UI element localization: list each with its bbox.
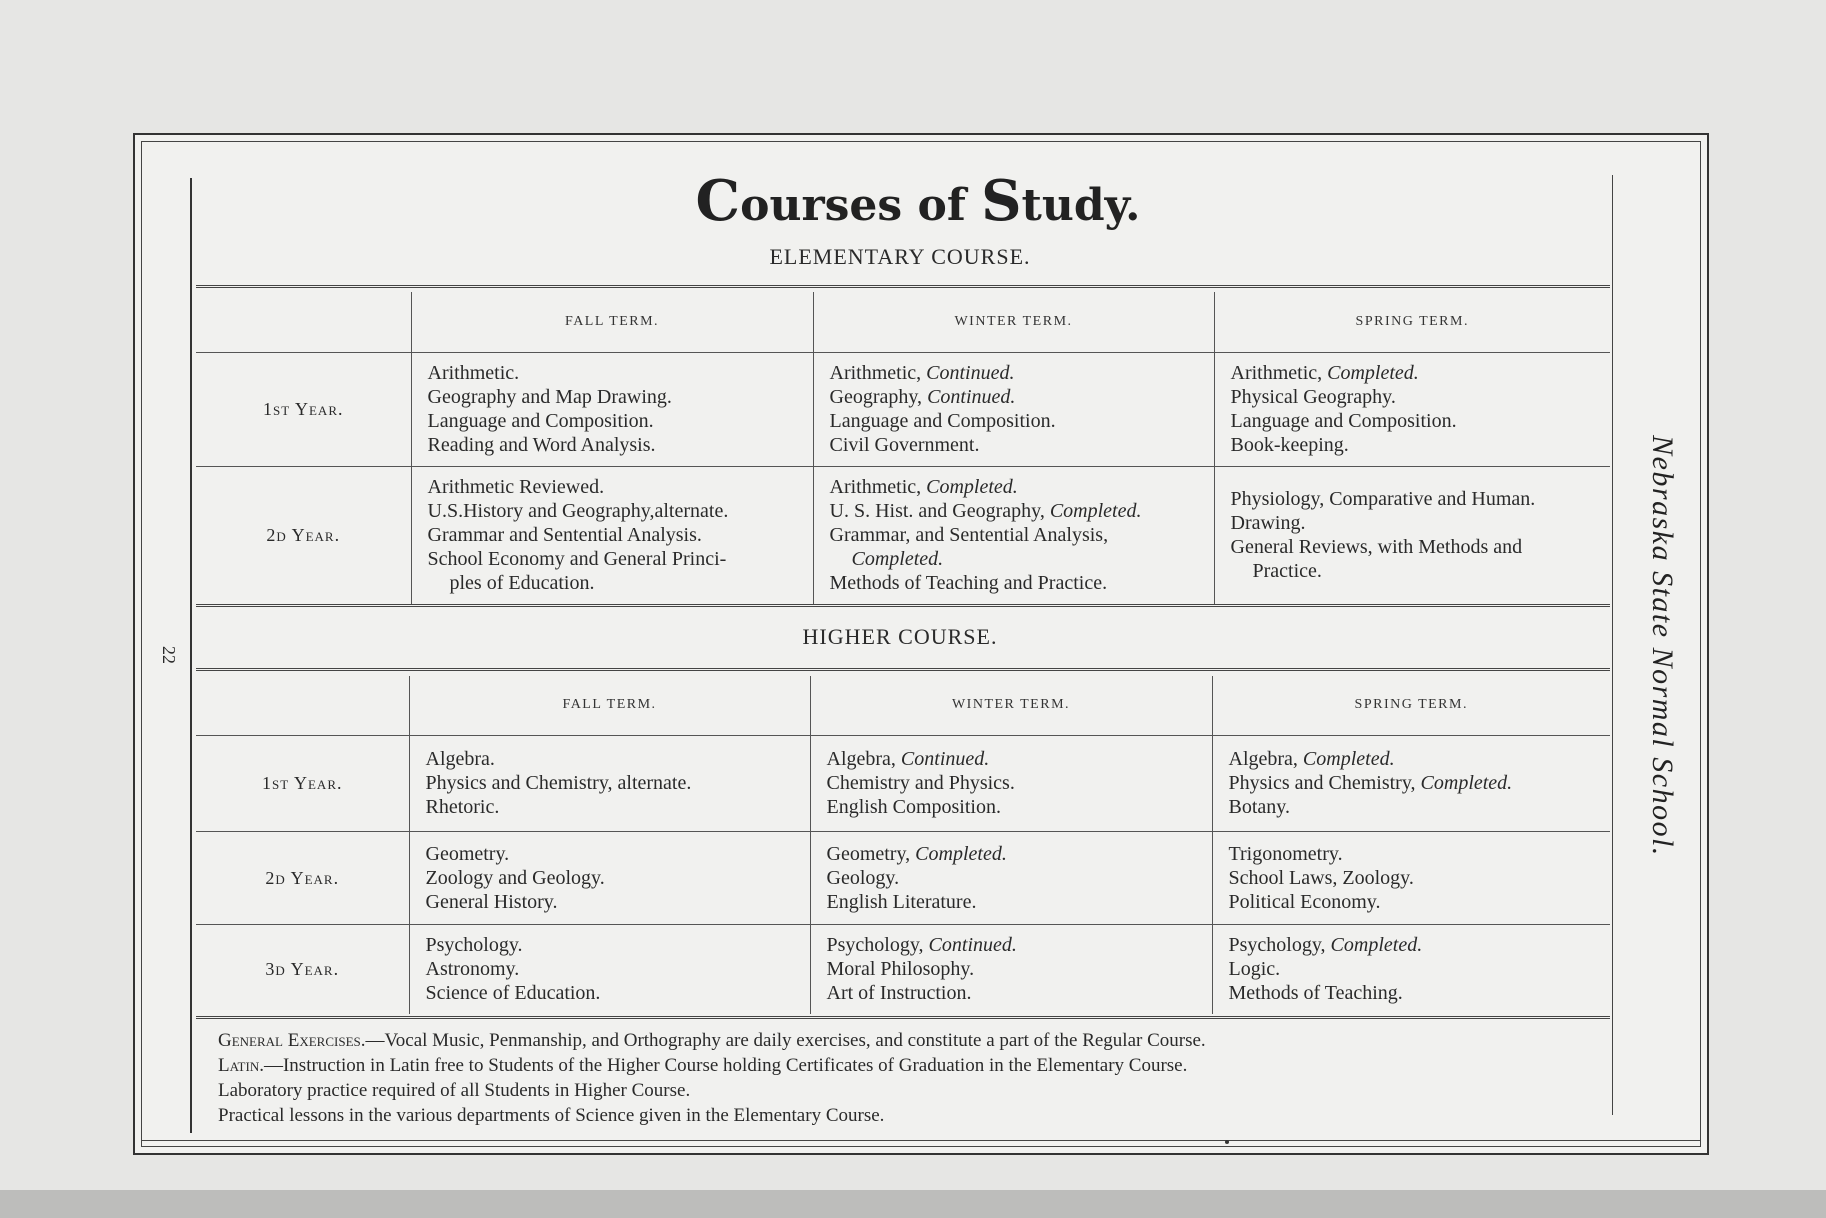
course-entry: Geometry. bbox=[425, 842, 510, 865]
course-entry: U. S. Hist. and Geography, Completed. bbox=[829, 500, 1142, 523]
fall-term-cell bbox=[411, 466, 813, 604]
note-laboratory: Laboratory practice required of all Students in Higher Course. bbox=[218, 1080, 691, 1101]
left-margin-rule bbox=[190, 178, 192, 1133]
course-entry: Algebra, Continued. bbox=[826, 748, 990, 770]
course-entry: English Composition. bbox=[826, 796, 1001, 818]
course-entry: Arithmetic Reviewed. bbox=[427, 476, 605, 499]
course-entry: School Economy and General Princi- bbox=[427, 548, 727, 571]
course-entry: Language and Composition. bbox=[1230, 410, 1457, 432]
elementary-course-table bbox=[196, 292, 1610, 604]
higher-course-heading: HIGHER COURSE. bbox=[802, 624, 998, 649]
course-entry: Geography, Continued. bbox=[829, 386, 1016, 408]
course-entry: Algebra, Completed. bbox=[1228, 748, 1395, 770]
note-latin bbox=[218, 1053, 1598, 1078]
course-entry: Physical Geography. bbox=[1230, 386, 1396, 408]
course-entry: Chemistry and Physics. bbox=[826, 772, 1015, 794]
note-label: Latin. bbox=[218, 1055, 264, 1076]
course-entry: ples of Education. bbox=[449, 572, 595, 595]
course-entry: Physics and Chemistry, Completed. bbox=[1228, 772, 1513, 794]
year-label: 1st Year. bbox=[196, 352, 411, 466]
note-text: —Instruction in Latin free to Students of the Higher Course holding Certificates of Graduation in the Elementary Course. bbox=[263, 1055, 1188, 1076]
general-notes bbox=[218, 1028, 1598, 1128]
year-label: 2d Year. bbox=[266, 525, 341, 546]
course-entry: Arithmetic. bbox=[427, 362, 520, 384]
title-initial-c: C bbox=[695, 168, 741, 234]
spring-term-cell bbox=[1214, 466, 1610, 604]
winter-term-cell bbox=[813, 466, 1214, 604]
page-title bbox=[600, 168, 1236, 234]
winter-term-cell bbox=[813, 352, 1214, 466]
title-part-2: tudy. bbox=[1021, 180, 1141, 231]
course-entry: Algebra. bbox=[425, 748, 495, 770]
course-entry: Completed. bbox=[851, 548, 944, 571]
course-entry: Methods of Teaching and Practice. bbox=[829, 572, 1108, 595]
course-entry: Practice. bbox=[1252, 560, 1322, 583]
course-entry: English Literature. bbox=[826, 890, 977, 913]
course-entry: Book-keeping. bbox=[1230, 434, 1349, 456]
course-entry: Drawing. bbox=[1230, 512, 1306, 535]
header-winter-term: WINTER TERM. bbox=[813, 292, 1214, 352]
spring-term-cell bbox=[1212, 924, 1610, 1014]
side-title: Nebraska State Normal School. bbox=[1646, 435, 1679, 857]
course-entry: Rhetoric. bbox=[425, 796, 500, 818]
fall-term-cell bbox=[411, 352, 813, 466]
course-entry: Language and Composition. bbox=[427, 410, 654, 432]
course-entry: Civil Government. bbox=[829, 434, 980, 456]
table-row bbox=[196, 466, 1610, 604]
header-blank-cell bbox=[196, 292, 411, 352]
header-winter-term: WINTER TERM. bbox=[810, 676, 1212, 735]
course-entry: Political Economy. bbox=[1228, 890, 1381, 913]
section-rule bbox=[196, 604, 1610, 607]
course-entry: Art of Instruction. bbox=[826, 982, 972, 1005]
course-entry: Geology. bbox=[826, 866, 900, 889]
title-part-1: ourses of bbox=[740, 180, 982, 231]
elementary-course-heading: ELEMENTARY COURSE. bbox=[769, 244, 1031, 269]
header-spring-term: SPRING TERM. bbox=[1214, 292, 1610, 352]
course-entry: Science of Education. bbox=[425, 982, 601, 1005]
note-label: General Exercises. bbox=[218, 1030, 366, 1051]
right-margin-rule bbox=[1612, 175, 1613, 1115]
course-entry: Arithmetic, Completed. bbox=[1230, 362, 1419, 384]
fall-term-cell bbox=[409, 924, 810, 1014]
course-entry: Botany. bbox=[1228, 796, 1290, 818]
winter-term-cell bbox=[810, 735, 1212, 831]
header-fall-term: FALL TERM. bbox=[411, 292, 813, 352]
year-label: 2d Year. bbox=[196, 831, 409, 924]
section-rule bbox=[196, 285, 1610, 288]
course-entry: General History. bbox=[425, 890, 558, 913]
spring-term-cell bbox=[1212, 735, 1610, 831]
course-entry: Psychology. bbox=[425, 934, 523, 957]
course-entry: Physiology, Comparative and Human. bbox=[1230, 488, 1536, 511]
winter-term-cell bbox=[810, 924, 1212, 1014]
course-entry: General Reviews, with Methods and bbox=[1230, 536, 1523, 559]
course-entry: Arithmetic, Continued. bbox=[829, 362, 1015, 384]
course-entry: Astronomy. bbox=[425, 958, 520, 981]
title-initial-s: S bbox=[981, 168, 1022, 234]
fall-term-cell bbox=[409, 831, 810, 924]
course-entry: Geography and Map Drawing. bbox=[427, 386, 672, 408]
course-entry: Grammar, and Sentential Analysis, bbox=[829, 524, 1109, 547]
header-fall-term: FALL TERM. bbox=[409, 676, 810, 735]
higher-course-table bbox=[196, 676, 1610, 1014]
winter-term-cell bbox=[810, 831, 1212, 924]
course-entry: U.S.History and Geography,alternate. bbox=[427, 500, 729, 523]
course-entry: Psychology, Continued. bbox=[826, 934, 1017, 957]
table-row bbox=[196, 924, 1610, 1014]
course-entry: Arithmetic, Completed. bbox=[829, 476, 1018, 499]
course-entry: Language and Composition. bbox=[829, 410, 1056, 432]
course-entry: Geometry, Completed. bbox=[826, 842, 1007, 865]
note-general-exercises bbox=[218, 1028, 1598, 1053]
spring-term-cell bbox=[1214, 352, 1610, 466]
bottom-rule bbox=[141, 1140, 1701, 1141]
fall-term-cell bbox=[409, 735, 810, 831]
course-entry: Methods of Teaching. bbox=[1228, 982, 1403, 1005]
course-entry: Trigonometry. bbox=[1228, 842, 1343, 865]
page-bottom-shadow bbox=[0, 1190, 1826, 1218]
spring-term-cell bbox=[1212, 831, 1610, 924]
year-label: 1st Year. bbox=[196, 735, 409, 831]
year-label: 3d Year. bbox=[265, 959, 340, 980]
note-practical: Practical lessons in the various departments of Science given in the Elementary Course. bbox=[218, 1105, 885, 1126]
course-entry: Reading and Word Analysis. bbox=[427, 434, 656, 456]
course-entry: Zoology and Geology. bbox=[425, 866, 605, 889]
header-spring-term: SPRING TERM. bbox=[1212, 676, 1610, 735]
course-entry: Moral Philosophy. bbox=[826, 958, 975, 981]
print-speck bbox=[1225, 1140, 1229, 1144]
course-entry: Physics and Chemistry, alternate. bbox=[425, 772, 692, 794]
note-text: —Vocal Music, Penmanship, and Orthography are daily exercises, and constitute a part of the Regular Course. bbox=[365, 1030, 1206, 1051]
section-rule bbox=[196, 1016, 1610, 1019]
page-number: 22 bbox=[159, 646, 179, 664]
course-entry: School Laws, Zoology. bbox=[1228, 866, 1414, 889]
course-entry: Grammar and Sentential Analysis. bbox=[427, 524, 702, 547]
header-blank-cell bbox=[196, 676, 409, 735]
section-rule bbox=[196, 668, 1610, 671]
table-row bbox=[196, 352, 1610, 466]
course-entry: Psychology, Completed. bbox=[1228, 934, 1423, 957]
table-row bbox=[196, 735, 1610, 831]
header-row bbox=[196, 676, 1610, 735]
header-row bbox=[196, 292, 1610, 352]
table-row bbox=[196, 831, 1610, 924]
course-entry: Logic. bbox=[1228, 958, 1281, 981]
